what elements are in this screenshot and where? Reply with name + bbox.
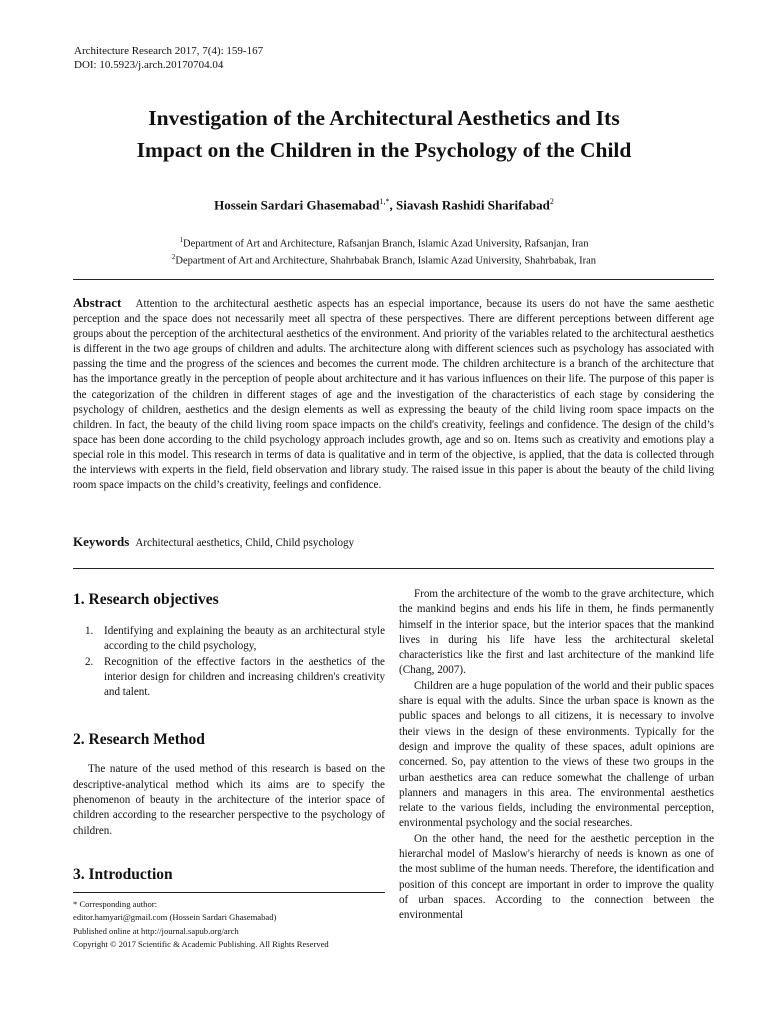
keywords-text: Architectural aesthetics, Child, Child psychology: [135, 537, 355, 549]
paragraph: On the other hand, the need for the aesthetic perception in the hierarchal model of Maslow's hierarchy of needs is known as one of the most sublime of the human needs. Therefore, the identification and position of this concept are important in order to improve the quality of urban spaces. According to the connection between the environmental: [399, 832, 714, 922]
footnote-email: editor.hamyari@gmail.com (Hossein Sardari Ghasemabad): [73, 912, 277, 923]
abstract: [73, 295, 714, 493]
left-column: [73, 590, 385, 885]
paper-title: [60, 102, 708, 166]
footnote-published: Published online at http://journal.sapub.org/arch: [73, 925, 239, 936]
author-1-affiliation-mark: 1,*: [379, 197, 390, 206]
keywords-heading: Keywords: [73, 534, 130, 549]
paragraph: Children are a huge population of the world and their public spaces share is equal with the adults. Since the urban space is known as the public spaces and belongs to all citizens, it is necessary to involve their views in the design of these environments. Typically for the design and improve the quality of these spaces, adult opinions are concerned. So, pay attention to the views of these two groups in the urban aesthetics area can reduce somewhat the challenge of urban planners and managers in this area. The environmental aesthetics relate to the various fields, including the environmental perception, environmental psychology and the social researches.: [399, 679, 714, 830]
affiliation-1-text: Department of Art and Architecture, Rafsanjan Branch, Islamic Azad University, Rafsanjan, Iran: [183, 238, 589, 250]
author-2-affiliation-mark: 2: [549, 197, 554, 206]
abstract-text: Attention to the architectural aesthetic aspects has an especial importance, because its users do not have the same aesthetic perception and the space does not necessarily meet all spectra of these perspectives. There are different perceptions between different age groups about the perception of the architectural aesthetics of the environment. And priority of the variables related to the architectural aesthetics is different in the two age groups of children and adults. The architecture along with different sciences such as psychology has associated with passing the time and the progress of the sciences and becomes the current mode. The children architecture is a branch of the architecture that has the importance greatly in the perception of people about architecture and it has various influences on their life. The purpose of this paper is the categorization of the children in different stages of age and the investigation of the characteristics of each stage by considering the psychology of children, aesthetics and the design elements as well as expressing the beauty of the child living room space impacts on the children. In fact, the beauty of the child living room space impacts on the child's creativity, feelings and confidence. The design of the child’s space has been done according to the child psychology approach includes growth, age and so on. Items such as creativity and emotions play a special role in this model. This research in terms of data is qualitative and in term of the objective, is applied, that the data is collected through the interviews with experts in the field, field observation and library study. The raised issue in this paper is about the beauty of the child living room space impacts on the child’s creativity, feelings and confidence.: [73, 298, 714, 492]
list-item: [73, 655, 385, 701]
list-item-text: Recognition of the effective factors in the aesthetics of the interior design for children and increasing children's creativity and talent.: [104, 655, 385, 699]
section-heading-objectives: 1. Research objectives: [73, 591, 219, 608]
footnote: [73, 898, 385, 951]
section-heading-method: 2. Research Method: [73, 731, 205, 749]
abstract-divider: [73, 568, 714, 569]
author-separator: ,: [389, 197, 396, 213]
keywords: [73, 534, 354, 550]
footnote-copyright: Copyright © 2017 Scientific & Academic Publishing. All Rights Reserved: [73, 938, 329, 949]
affiliation-1: [60, 234, 708, 251]
author-2-name: Siavash Rashidi Sharifabad: [396, 197, 550, 213]
list-item-number: 1.: [85, 625, 94, 637]
footnote-corresponding: * Corresponding author:: [73, 899, 158, 909]
paragraph: From the architecture of the womb to the grave architecture, which the mankind begins and ends his life in them, he finds permanently himself in the interior space, but the interior spaces that the mankind lives in during his life have less the architectural skeletal characteristics like the first and last architecture of the mankind life (Chang, 2007).: [399, 588, 714, 677]
affiliation-2-text: Department of Art and Architecture, Shahrbabak Branch, Islamic Azad University, Shahrbabak, Iran: [175, 255, 597, 266]
right-column: [399, 587, 714, 924]
list-item: [73, 624, 385, 655]
title-line-1: Investigation of the Architectural Aesthetics and Its: [148, 106, 620, 130]
affiliations: [60, 234, 708, 267]
affiliation-1-mark: 1: [179, 236, 183, 244]
section-heading-introduction: 3. Introduction: [73, 865, 173, 883]
title-line-2: Impact on the Children in the Psychology of the Child: [136, 138, 632, 162]
author-1-name: Hossein Sardari Ghasemabad: [214, 197, 380, 213]
abstract-heading: Abstract: [73, 295, 122, 310]
author-list: [60, 197, 708, 213]
affiliation-2: [60, 251, 708, 268]
journal-header: [74, 44, 263, 72]
objectives-list: [73, 624, 385, 700]
affiliation-2-mark: 2: [171, 252, 176, 261]
method-paragraph: The nature of the used method of this research is based on the descriptive-analytical method which its aims are to specify the phenomenon of beauty in the architecture of the interior space of children according to the researcher perspective to the psychology of children.: [73, 763, 385, 837]
journal-citation: Architecture Research 2017, 7(4): 159-167: [74, 45, 264, 57]
list-item-text: Identifying and explaining the beauty as an architectural style according to the child psychology,: [104, 625, 385, 653]
list-item-number: 2.: [85, 655, 94, 668]
journal-doi: DOI: 10.5923/j.arch.20170704.04: [74, 59, 224, 71]
footnote-divider: [73, 892, 385, 893]
header-divider: [73, 279, 714, 280]
